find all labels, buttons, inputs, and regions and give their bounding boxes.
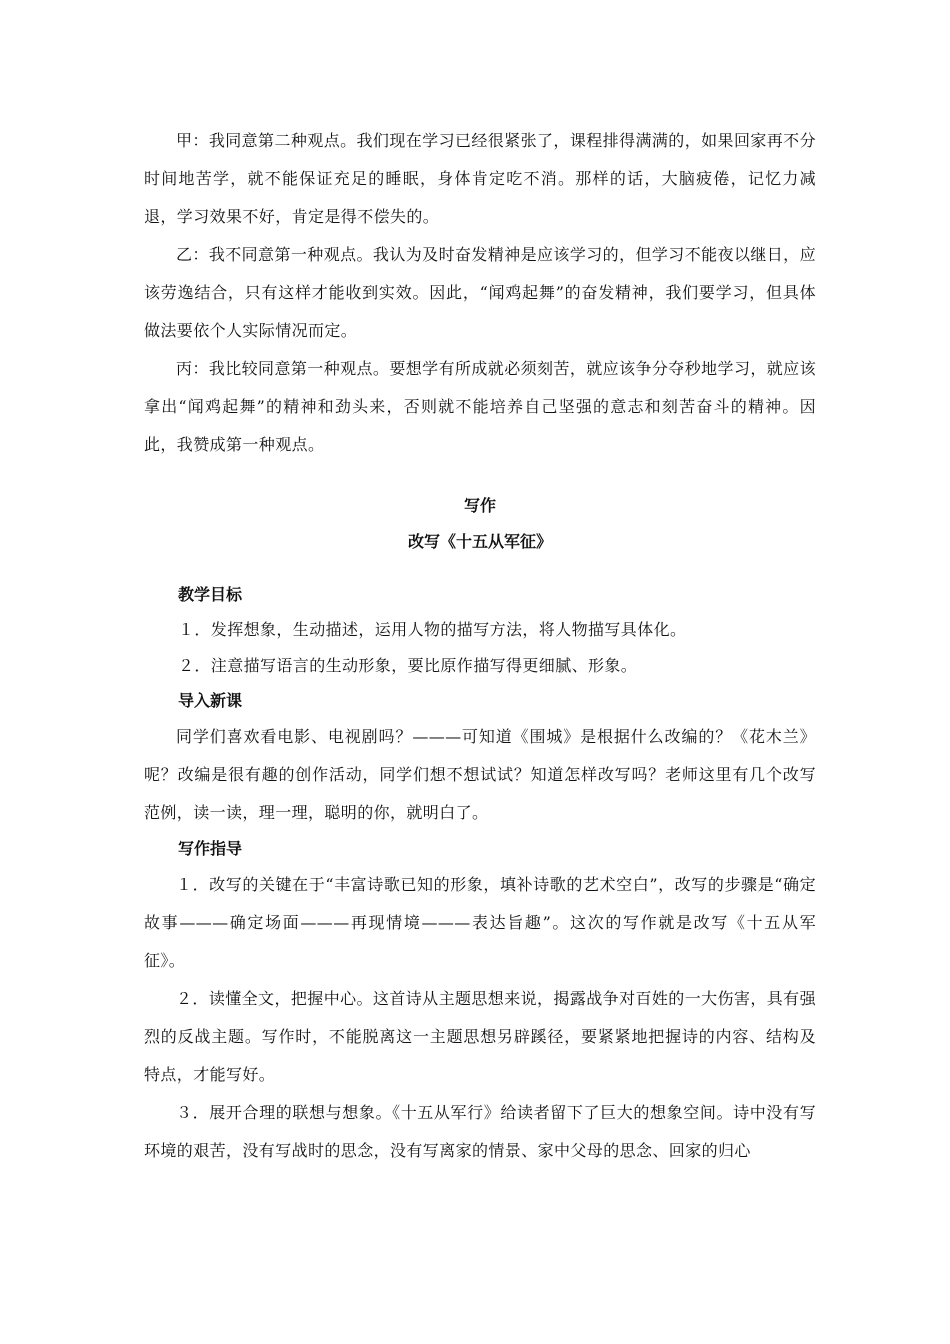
goal-item: １．发挥想象，生动描述，运用人物的描写方法，将人物描写具体化。 bbox=[178, 620, 687, 639]
guide-heading: 写作指导 bbox=[178, 839, 243, 858]
goal-item: ２．注意描写语言的生动形象，要比原作描写得更细腻、形象。 bbox=[178, 656, 638, 675]
intro-paragraph: 同学们喜欢看电影、电视剧吗？———可知道《围城》是根据什么改编的？《花木兰》呢？改编是很有趣的创作活动，同学们想不想试试？知道怎样改写吗？老师这里有几个改写范例，读一读，理一理，聪明的你，就明白了。 bbox=[144, 727, 816, 822]
section-heading: 写作 bbox=[463, 496, 496, 515]
debate-paragraph-bing: 丙：我比较同意第一种观点。要想学有所成就必须刻苦，就应该争分夺秒地学习，就应该拿出“闻鸡起舞”的精神和劲头来，否则就不能培养自己坚强的意志和刻苦奋斗的精神。因此，我赞成第一种观点。 bbox=[144, 359, 816, 454]
guide-paragraph: ２．读懂全文，把握中心。这首诗从主题思想来说，揭露战争对百姓的一大伤害，具有强烈的反战主题。写作时，不能脱离这一主题思想另辟蹊径，要紧紧地把握诗的内容、结构及特点，才能写好。 bbox=[144, 989, 816, 1084]
guide-paragraph: ３．展开合理的联想与想象。《十五从军行》给读者留下了巨大的想象空间。诗中没有写环境的艰苦，没有写战时的思念，没有写离家的情景、家中父母的思念、回家的归心 bbox=[144, 1103, 816, 1160]
debate-paragraph-jia: 甲：我同意第二种观点。我们现在学习已经很紧张了，课程排得满满的，如果回家再不分时间地苦学，就不能保证充足的睡眠，身体肯定吃不消。那样的话，大脑疲倦，记忆力减退，学习效果不好，肯定是得不偿失的。 bbox=[144, 131, 816, 226]
guide-paragraph: １．改写的关键在于“丰富诗歌已知的形象，填补诗歌的艺术空白”，改写的步骤是“确定故事———确定场面———再现情境———表达旨趣”。这次的写作就是改写《十五从军征》。 bbox=[144, 875, 816, 970]
debate-paragraph-yi: 乙：我不同意第一种观点。我认为及时奋发精神是应该学习的，但学习不能夜以继日，应该劳逸结合，只有这样才能收到实效。因此，“闻鸡起舞”的奋发精神，我们要学习，但具体做法要依个人实际情况而定。 bbox=[144, 245, 816, 340]
goals-heading: 教学目标 bbox=[178, 585, 243, 604]
section-title: 改写《十五从军征》 bbox=[407, 532, 552, 551]
document-page bbox=[144, 122, 816, 1170]
intro-heading: 导入新课 bbox=[178, 691, 243, 710]
